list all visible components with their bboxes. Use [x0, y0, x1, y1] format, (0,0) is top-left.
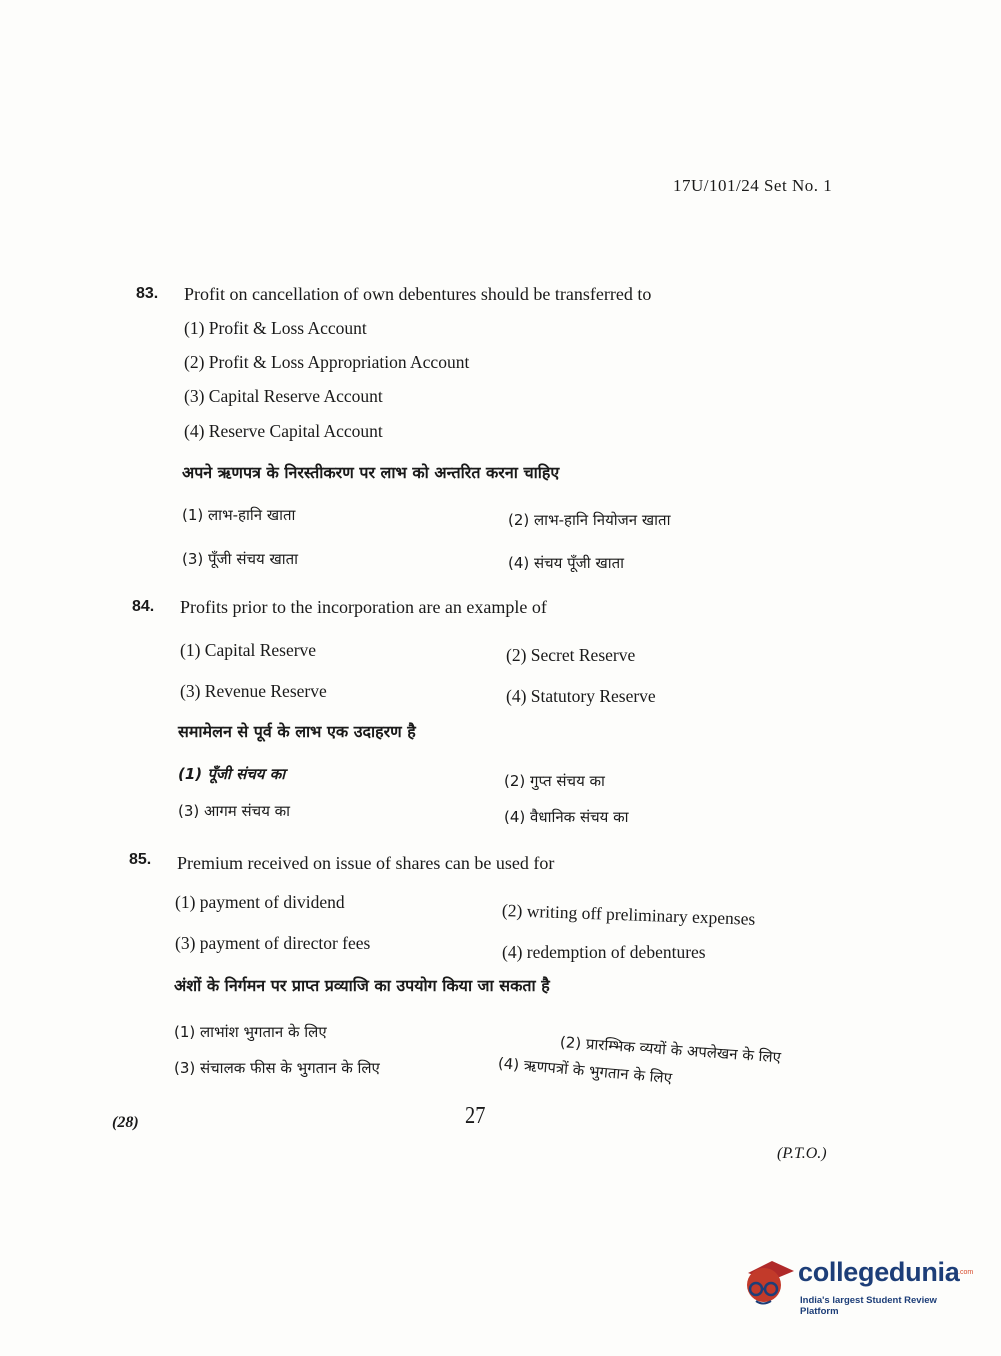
- option-hi-84-4: (4) वैधानिक संचय का: [504, 808, 629, 826]
- option-hi-85-4: (4) ऋणपत्रों के भुगतान के लिए: [497, 1054, 673, 1088]
- option-84-3: (3) Revenue Reserve: [180, 681, 327, 701]
- mascot-icon: [742, 1251, 796, 1311]
- option-hi-83-2: (2) लाभ-हानि नियोजन खाता: [508, 511, 671, 529]
- option-hi-84-1: (1) पूँजी संचय का: [178, 765, 286, 783]
- option-84-2: (2) Secret Reserve: [506, 645, 636, 665]
- question-text-84: Profits prior to the incorporation are an example of: [180, 597, 547, 617]
- option-85-4: (4) redemption of debentures: [502, 942, 706, 962]
- question-text-hi-83: अपने ऋणपत्र के निरस्तीकरण पर लाभ को अन्तरित करना चाहिए: [182, 463, 560, 482]
- brand-suffix: .com: [958, 1269, 974, 1276]
- option-83-3: (3) Capital Reserve Account: [184, 386, 383, 406]
- paper-code: 17U/101/24 Set No. 1: [673, 176, 833, 195]
- option-hi-83-1: (1) लाभ-हानि खाता: [182, 506, 296, 524]
- pto-label: (P.T.O.): [777, 1145, 827, 1162]
- option-hi-83-3: (3) पूँजी संचय खाता: [182, 550, 299, 568]
- brand-tagline: India's largest Student Review Platform: [800, 1295, 937, 1317]
- question-text-hi-85: अंशों के निर्गमन पर प्राप्त प्रव्याजि का उपयोग किया जा सकता है: [174, 976, 550, 995]
- question-text-hi-84: समामेलन से पूर्व के लाभ एक उदाहरण है: [178, 722, 416, 741]
- question-number-85: 85.: [129, 851, 152, 868]
- option-hi-85-2: (2) प्रारम्भिक व्ययों के अपलेखन के लिए: [559, 1033, 782, 1067]
- option-hi-84-2: (2) गुप्त संचय का: [504, 772, 605, 790]
- brand-name: collegedunia: [798, 1257, 960, 1287]
- question-text-85: Premium received on issue of shares can be used for: [177, 853, 555, 873]
- option-83-4: (4) Reserve Capital Account: [184, 421, 383, 441]
- option-85-1: (1) payment of dividend: [175, 892, 345, 912]
- option-hi-84-3: (3) आगम संचय का: [178, 802, 291, 820]
- collegedunia-logo: [742, 1251, 972, 1315]
- option-83-2: (2) Profit & Loss Appropriation Account: [184, 352, 470, 372]
- footer-code: (28): [112, 1114, 139, 1131]
- option-83-1: (1) Profit & Loss Account: [184, 318, 367, 338]
- question-number-83: 83.: [136, 285, 159, 302]
- option-84-4: (4) Statutory Reserve: [506, 686, 656, 706]
- option-hi-85-3: (3) संचालक फीस के भुगतान के लिए: [174, 1059, 380, 1077]
- option-hi-83-4: (4) संचय पूँजी खाता: [508, 554, 625, 572]
- option-85-2: (2) writing off preliminary expenses: [501, 900, 756, 929]
- option-hi-85-1: (1) लाभांश भुगतान के लिए: [174, 1023, 327, 1041]
- option-84-1: (1) Capital Reserve: [180, 640, 317, 660]
- question-number-84: 84.: [132, 598, 155, 615]
- question-text-83: Profit on cancellation of own debentures should be transferred to: [184, 284, 652, 304]
- option-85-3: (3) payment of director fees: [175, 933, 371, 953]
- page-number: 27: [465, 1103, 486, 1129]
